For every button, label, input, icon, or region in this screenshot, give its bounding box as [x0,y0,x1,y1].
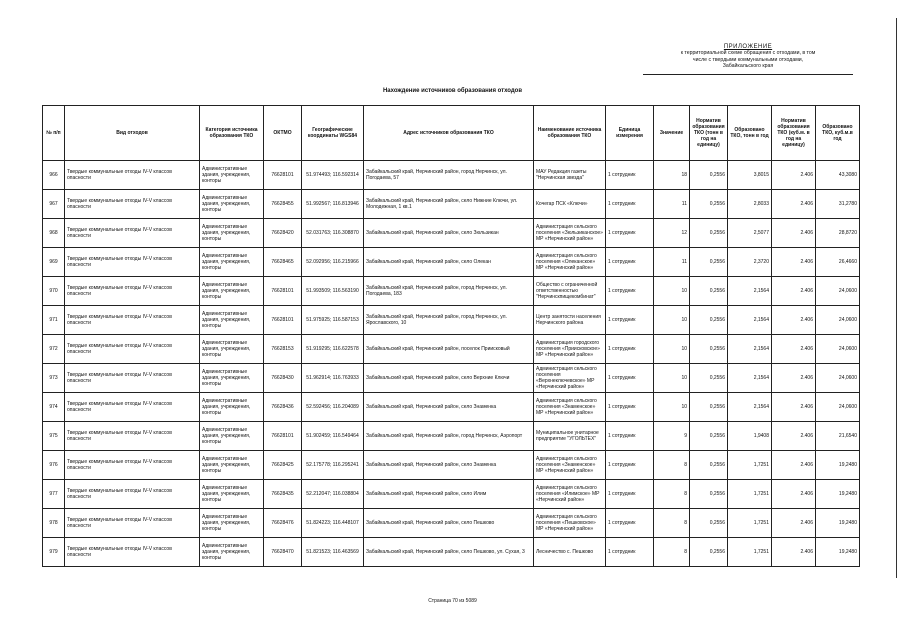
cell-address: Забайкальский край, Нерчинский район, город Нерчинск, ул. Ярославского, 10 [364,306,534,335]
cell-waste-type: Твердые коммунальные отходы IV-V классов опасности [65,306,200,335]
cell-norm-m3: 2.406 [772,393,816,422]
appendix-rule [643,74,853,75]
cell-source-category: Административные здания, учреждения, конторы [200,219,264,248]
cell-unit: 1 сотрудник [606,277,654,306]
cell-m3: 19,2480 [816,480,860,509]
table-header-row [43,106,860,161]
cell-norm-m3: 2.406 [772,422,816,451]
cell-source-name: Муниципальное унитарное предприятие "УГОЛЬТЕХ" [534,422,606,451]
cell-value: 10 [654,364,690,393]
col-header-number: № п/п [43,106,65,161]
cell-coordinates: 51.962914; 116.763933 [302,364,364,393]
cell-row-number: 975 [43,422,65,451]
cell-m3: 21,6540 [816,422,860,451]
cell-value: 8 [654,451,690,480]
table-row [43,393,860,422]
cell-norm-m3: 2.406 [772,364,816,393]
cell-norm-tons: 0,2556 [690,190,728,219]
cell-source-name: Администрация сельского поселения «Илимское» МР «Нерчинский район» [534,480,606,509]
cell-address: Забайкальский край, Нерчинский район, село Зюльзикан [364,219,534,248]
cell-oktmo-code: 76628436 [264,393,302,422]
cell-norm-m3: 2.406 [772,277,816,306]
cell-norm-tons: 0,2556 [690,422,728,451]
table-row [43,538,860,567]
cell-waste-type: Твердые коммунальные отходы IV-V классов опасности [65,219,200,248]
cell-norm-tons: 0,2556 [690,393,728,422]
cell-source-category: Административные здания, учреждения, конторы [200,248,264,277]
cell-norm-m3: 2.406 [772,190,816,219]
cell-coordinates: 51.975925; 116.587153 [302,306,364,335]
cell-row-number: 974 [43,393,65,422]
table-row [43,190,860,219]
col-header-m3: Образовано ТКО, куб.м.в год [816,106,860,161]
cell-source-name: Общество с ограниченной ответственностью "Нерчинскпищекомбинат" [534,277,606,306]
col-header-oktmo: ОКТМО [264,106,302,161]
cell-row-number: 969 [43,248,65,277]
cell-source-category: Административные здания, учреждения, конторы [200,161,264,190]
cell-coordinates: 51.919295; 116.622578 [302,335,364,364]
cell-norm-tons: 0,2556 [690,306,728,335]
page-title: Нахождение источников образования отходов [382,88,523,94]
cell-tons: 2,5077 [728,219,772,248]
cell-m3: 43,3080 [816,161,860,190]
cell-source-category: Административные здания, учреждения, конторы [200,277,264,306]
page-footer: Страница 70 из 5089 [428,598,477,604]
cell-norm-m3: 2.406 [772,306,816,335]
table-row [43,509,860,538]
cell-source-category: Административные здания, учреждения, конторы [200,393,264,422]
cell-waste-type: Твердые коммунальные отходы IV-V классов опасности [65,364,200,393]
cell-value: 10 [654,393,690,422]
table-row [43,306,860,335]
cell-source-category: Административные здания, учреждения, конторы [200,509,264,538]
cell-m3: 24,0600 [816,306,860,335]
cell-norm-tons: 0,2556 [690,161,728,190]
cell-row-number: 967 [43,190,65,219]
cell-coordinates: 52.031763; 116.308870 [302,219,364,248]
cell-m3: 26,4660 [816,248,860,277]
cell-coordinates: 51.902459; 116.549464 [302,422,364,451]
cell-source-name: Администрация сельского поселения «Олеканское» МР «Нерчинский район» [534,248,606,277]
cell-row-number: 968 [43,219,65,248]
cell-oktmo-code: 76628420 [264,219,302,248]
cell-oktmo-code: 76628101 [264,306,302,335]
cell-row-number: 978 [43,509,65,538]
table-row [43,451,860,480]
col-header-waste-type: Вид отходов [65,106,200,161]
cell-address: Забайкальский край, Нерчинский район, город Нерчинск, Аэропорт [364,422,534,451]
cell-source-name: Кочегар ПСК «Ключи» [534,190,606,219]
cell-address: Забайкальский край, Нерчинский район, село Илим [364,480,534,509]
cell-source-name: Администрация сельского поселения «Зюльзиканское» МР «Нерчинский район» [534,219,606,248]
cell-norm-tons: 0,2556 [690,451,728,480]
cell-source-name: Центр занятости населения Нерчинского района [534,306,606,335]
cell-m3: 24,0600 [816,335,860,364]
cell-value: 10 [654,335,690,364]
cell-coordinates: 52.212047; 116.038804 [302,480,364,509]
cell-coordinates: 51.821523; 116.463569 [302,538,364,567]
cell-waste-type: Твердые коммунальные отходы IV-V классов опасности [65,422,200,451]
cell-tons: 2,1564 [728,393,772,422]
cell-tons: 2,1564 [728,364,772,393]
cell-norm-m3: 2.406 [772,248,816,277]
cell-norm-tons: 0,2556 [690,219,728,248]
waste-sources-table [42,105,860,567]
cell-norm-m3: 2.406 [772,480,816,509]
cell-value: 8 [654,509,690,538]
cell-norm-m3: 2.406 [772,509,816,538]
cell-coordinates: 51.993509; 116.563190 [302,277,364,306]
cell-source-name: Лесничество с. Пешково [534,538,606,567]
cell-unit: 1 сотрудник [606,451,654,480]
cell-m3: 19,2480 [816,451,860,480]
cell-tons: 1,7251 [728,538,772,567]
cell-waste-type: Твердые коммунальные отходы IV-V классов опасности [65,190,200,219]
cell-norm-tons: 0,2556 [690,364,728,393]
cell-source-category: Административные здания, учреждения, конторы [200,306,264,335]
cell-unit: 1 сотрудник [606,480,654,509]
cell-unit: 1 сотрудник [606,422,654,451]
cell-tons: 2,1564 [728,306,772,335]
cell-coordinates: 51.992567; 116.813946 [302,190,364,219]
cell-norm-tons: 0,2556 [690,335,728,364]
cell-address: Забайкальский край, Нерчинский район, поселок Приисковый [364,335,534,364]
cell-norm-tons: 0,2556 [690,538,728,567]
col-header-unit: Единица измерения [606,106,654,161]
table-row [43,480,860,509]
cell-waste-type: Твердые коммунальные отходы IV-V классов опасности [65,161,200,190]
appendix-note [643,44,853,75]
cell-waste-type: Твердые коммунальные отходы IV-V классов опасности [65,509,200,538]
cell-unit: 1 сотрудник [606,364,654,393]
col-header-tons: Образовано ТКО, тонн в год [728,106,772,161]
table-row [43,364,860,393]
cell-unit: 1 сотрудник [606,190,654,219]
cell-norm-tons: 0,2556 [690,509,728,538]
cell-oktmo-code: 76628425 [264,451,302,480]
cell-source-name: МАУ Редакция газеты "Нерчинская звезда" [534,161,606,190]
cell-unit: 1 сотрудник [606,335,654,364]
cell-oktmo-code: 76628455 [264,190,302,219]
table-row [43,248,860,277]
cell-source-category: Административные здания, учреждения, конторы [200,364,264,393]
cell-waste-type: Твердые коммунальные отходы IV-V классов опасности [65,277,200,306]
cell-address: Забайкальский край, Нерчинский район, город Нерчинск, ул. Погодаева, 183 [364,277,534,306]
cell-waste-type: Твердые коммунальные отходы IV-V классов опасности [65,538,200,567]
cell-m3: 24,0600 [816,364,860,393]
cell-oktmo-code: 76628430 [264,364,302,393]
cell-address: Забайкальский край, Нерчинский район, село Пешково, ул. Сухая, 3 [364,538,534,567]
cell-source-name: Администрация сельского поселения «Пешковское» МР «Нерчинский район» [534,509,606,538]
cell-m3: 19,2480 [816,509,860,538]
cell-oktmo-code: 76628465 [264,248,302,277]
cell-norm-tons: 0,2556 [690,480,728,509]
cell-unit: 1 сотрудник [606,161,654,190]
cell-row-number: 979 [43,538,65,567]
cell-tons: 1,9408 [728,422,772,451]
cell-value: 11 [654,248,690,277]
cell-row-number: 976 [43,451,65,480]
cell-source-category: Административные здания, учреждения, конторы [200,538,264,567]
cell-norm-m3: 2.406 [772,161,816,190]
cell-waste-type: Твердые коммунальные отходы IV-V классов опасности [65,451,200,480]
cell-value: 8 [654,538,690,567]
cell-value: 11 [654,190,690,219]
cell-oktmo-code: 76628101 [264,422,302,451]
col-header-source-name: Наименование источника образования ТКО [534,106,606,161]
cell-waste-type: Твердые коммунальные отходы IV-V классов опасности [65,248,200,277]
cell-norm-m3: 2.406 [772,335,816,364]
table-row [43,277,860,306]
cell-address: Забайкальский край, Нерчинский район, село Знаменка [364,393,534,422]
cell-m3: 19,2480 [816,538,860,567]
appendix-heading: ПРИЛОЖЕНИЕ [723,44,773,50]
cell-row-number: 970 [43,277,65,306]
cell-oktmo-code: 76628101 [264,161,302,190]
cell-norm-tons: 0,2556 [690,248,728,277]
cell-oktmo-code: 76628470 [264,538,302,567]
cell-m3: 24,0600 [816,277,860,306]
cell-unit: 1 сотрудник [606,393,654,422]
cell-tons: 2,3720 [728,248,772,277]
col-header-category: Категория источника образования ТКО [200,106,264,161]
cell-coordinates: 51.974493; 116.592314 [302,161,364,190]
col-header-norm-tons: Норматив образования ТКО (тонн в год на единицу) [690,106,728,161]
cell-unit: 1 сотрудник [606,219,654,248]
cell-source-name: Администрация городского поселения «Приисковское» МР «Нерчинский район» [534,335,606,364]
cell-norm-m3: 2.406 [772,538,816,567]
cell-coordinates: 52.592456; 116.204089 [302,393,364,422]
cell-source-name: Администрация сельского поселения «Знаменское» МР «Нерчинский район» [534,451,606,480]
cell-tons: 1,7251 [728,451,772,480]
cell-row-number: 973 [43,364,65,393]
cell-oktmo-code: 76628476 [264,509,302,538]
cell-oktmo-code: 76628153 [264,335,302,364]
cell-row-number: 971 [43,306,65,335]
appendix-line-3: Забайкальского края [722,63,774,70]
cell-m3: 31,2780 [816,190,860,219]
cell-oktmo-code: 76628435 [264,480,302,509]
cell-source-category: Административные здания, учреждения, конторы [200,480,264,509]
cell-value: 10 [654,306,690,335]
cell-norm-tons: 0,2556 [690,277,728,306]
cell-waste-type: Твердые коммунальные отходы IV-V классов опасности [65,480,200,509]
cell-address: Забайкальский край, Нерчинский район, село Верхние Ключи [364,364,534,393]
cell-address: Забайкальский край, Нерчинский район, село Нижние Ключи, ул. Молодежная, 1 кв.1 [364,190,534,219]
cell-waste-type: Твердые коммунальные отходы IV-V классов опасности [65,393,200,422]
cell-value: 9 [654,422,690,451]
cell-norm-m3: 2.406 [772,219,816,248]
cell-address: Забайкальский край, Нерчинский район, село Олекан [364,248,534,277]
cell-unit: 1 сотрудник [606,538,654,567]
cell-source-category: Административные здания, учреждения, конторы [200,190,264,219]
cell-row-number: 977 [43,480,65,509]
table-row [43,219,860,248]
col-header-norm-m3: Норматив образования ТКО (куб.м. в год на единицу) [772,106,816,161]
col-header-value: Значение [654,106,690,161]
cell-value: 18 [654,161,690,190]
cell-tons: 2,1564 [728,277,772,306]
cell-value: 12 [654,219,690,248]
table-row [43,161,860,190]
cell-source-category: Административные здания, учреждения, конторы [200,422,264,451]
cell-value: 8 [654,480,690,509]
cell-tons: 2,1564 [728,335,772,364]
cell-tons: 1,7251 [728,480,772,509]
cell-coordinates: 52.092956; 116.215966 [302,248,364,277]
cell-m3: 28,8720 [816,219,860,248]
cell-tons: 3,8015 [728,161,772,190]
cell-source-name: Администрация сельского поселения «Верхнеключевское» МР «Нерчинский район» [534,364,606,393]
cell-waste-type: Твердые коммунальные отходы IV-V классов опасности [65,335,200,364]
cell-m3: 24,0600 [816,393,860,422]
cell-source-category: Административные здания, учреждения, конторы [200,451,264,480]
col-header-address: Адрес источников образования ТКО [364,106,534,161]
cell-norm-m3: 2.406 [772,451,816,480]
cell-unit: 1 сотрудник [606,248,654,277]
col-header-coordinates: Географические координаты WGS84 [302,106,364,161]
cell-address: Забайкальский край, Нерчинский район, село Знаменка [364,451,534,480]
cell-coordinates: 52.175778; 116.295241 [302,451,364,480]
cell-address: Забайкальский край, Нерчинский район, село Пешково [364,509,534,538]
cell-row-number: 972 [43,335,65,364]
cell-unit: 1 сотрудник [606,509,654,538]
cell-tons: 1,7251 [728,509,772,538]
cell-value: 10 [654,277,690,306]
cell-unit: 1 сотрудник [606,306,654,335]
cell-oktmo-code: 76628101 [264,277,302,306]
cell-source-category: Административные здания, учреждения, конторы [200,335,264,364]
cell-coordinates: 51.824223; 116.448107 [302,509,364,538]
page-edge-line [896,18,897,578]
cell-source-name: Администрация сельского поселения «Знаменское» МР «Нерчинский район» [534,393,606,422]
cell-tons: 2,8033 [728,190,772,219]
appendix-line-1: к территориальной схеме обращения с отходами, в том [680,50,816,57]
appendix-line-2: числе с твердыми коммунальными отходами, [692,56,804,63]
table-row [43,335,860,364]
table-row [43,422,860,451]
cell-row-number: 966 [43,161,65,190]
cell-address: Забайкальский край, Нерчинский район, город Нерчинск, ул. Погодаева, 57 [364,161,534,190]
